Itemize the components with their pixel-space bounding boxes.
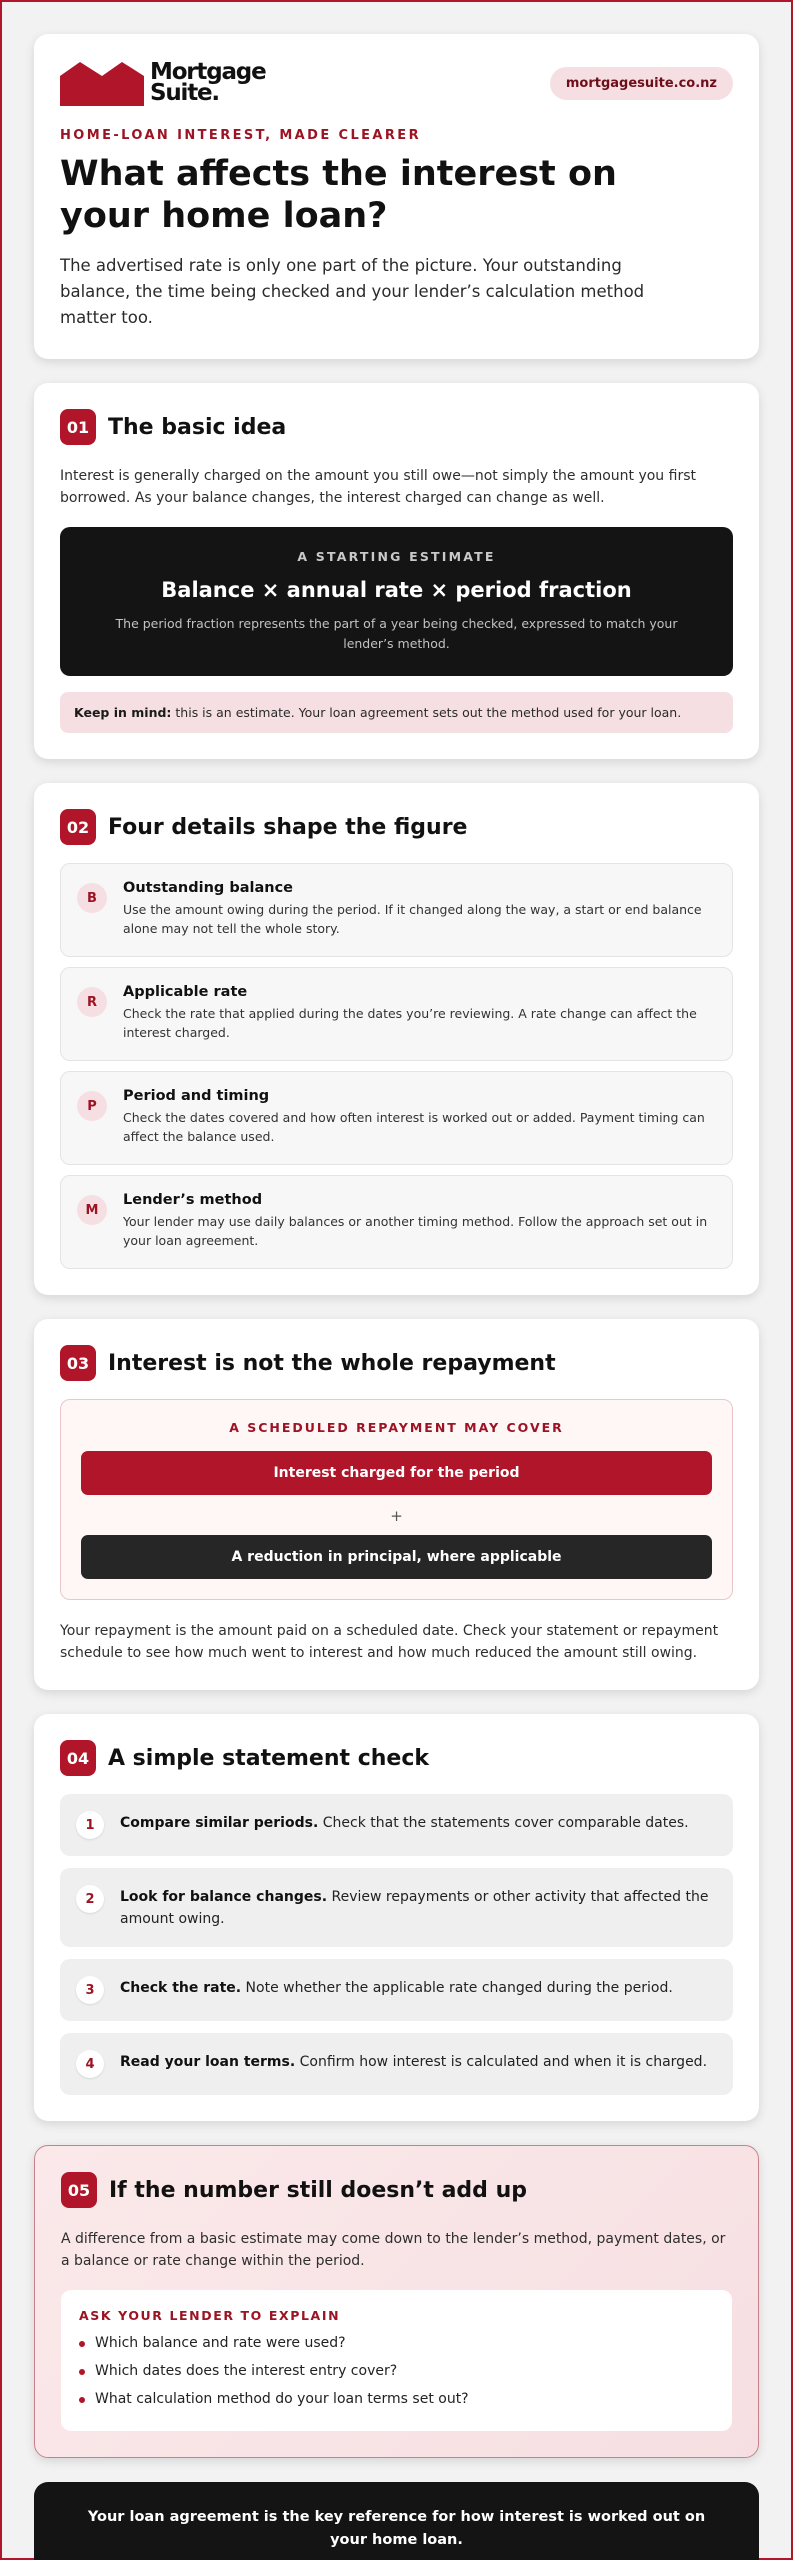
section-body: Interest is generally charged on the amount you still owe—not simply the amount you first borrowed. As your balance changes, the interest charged can change as well. [60, 468, 696, 506]
page-lede: The advertised rate is only one part of the picture. Your outstanding balance, the time being checked and your lender’s calculation method matter too. [60, 256, 645, 327]
header-card [34, 34, 759, 359]
section-number: 01 [60, 409, 96, 445]
ask-eyebrow: ASK YOUR LENDER TO EXPLAIN [79, 2308, 341, 2323]
detail-body [123, 1192, 716, 1250]
formula-box [60, 527, 733, 676]
detail-title: Outstanding balance [123, 880, 294, 896]
site-pill[interactable]: mortgagesuite.co.nz [550, 67, 733, 100]
section-head [60, 409, 733, 445]
step-text [120, 1886, 717, 1930]
section-basic-idea [34, 383, 759, 759]
plus-sign: + [390, 1507, 403, 1525]
step-number: 2 [76, 1885, 104, 1913]
house-roofs-icon [60, 60, 144, 106]
logo-line2: Suite. [150, 80, 219, 106]
question-item [79, 2335, 714, 2351]
logo-text [150, 59, 266, 106]
header-top [60, 60, 733, 106]
detail-body [123, 880, 716, 938]
question-item [79, 2363, 714, 2379]
section-number: 02 [60, 809, 96, 845]
section-body: A difference from a basic estimate may come down to the lender’s method, payment dates, or a balance or rate change within the period. [61, 2231, 726, 2269]
section-title: If the number still doesn’t add up [109, 2177, 527, 2203]
formula-eyebrow: A STARTING ESTIMATE [297, 549, 496, 564]
section-head [60, 1740, 733, 1776]
question-text: Which balance and rate were used? [95, 2335, 346, 2351]
detail-body [123, 984, 716, 1042]
step-item [60, 1868, 733, 1947]
section-four-details [34, 783, 759, 1295]
header-eyebrow: HOME-LOAN INTEREST, MADE CLEARER [60, 128, 421, 143]
question-item [79, 2391, 714, 2407]
step-bold: Check the rate. [120, 1980, 242, 1996]
page-title: What affects the interest on your home loan? [60, 154, 617, 236]
section-head [61, 2172, 732, 2208]
logo-line1: Mortgage [150, 59, 266, 85]
step-number: 1 [76, 1811, 104, 1839]
detail-title: Lender’s method [123, 1192, 263, 1208]
detail-letter: R [77, 987, 107, 1017]
section-number: 03 [60, 1345, 96, 1381]
section-repayment [34, 1319, 759, 1690]
question-text: Which dates does the interest entry cover? [95, 2363, 398, 2379]
detail-item [60, 1175, 733, 1269]
interest-bar: Interest charged for the period [81, 1451, 712, 1495]
section-title: Four details shape the figure [108, 814, 468, 840]
footer-banner: Your loan agreement is the key reference for how interest is worked out on your home loan. [34, 2482, 759, 2560]
section-doesnt-add-up [34, 2145, 759, 2458]
detail-item [60, 1071, 733, 1165]
note-label: Keep in mind: [74, 705, 172, 720]
section-number: 05 [61, 2172, 97, 2208]
detail-letter: M [77, 1195, 107, 1225]
detail-title: Period and timing [123, 1088, 270, 1104]
logo[interactable] [60, 60, 265, 106]
formula-equation: Balance × annual rate × period fraction [161, 578, 632, 602]
step-bold: Read your loan terms. [120, 2054, 296, 2070]
step-item [60, 2033, 733, 2095]
detail-text: Check the dates covered and how often interest is worked out or added. Payment timing can affect the balance used. [123, 1110, 705, 1144]
step-item [60, 1959, 733, 2021]
step-text [120, 2051, 707, 2073]
detail-letter: P [77, 1091, 107, 1121]
detail-body [123, 1088, 716, 1146]
step-rest: Note whether the applicable rate changed during the period. [241, 1980, 673, 1996]
detail-item [60, 863, 733, 957]
detail-title: Applicable rate [123, 984, 248, 1000]
section-head [60, 1345, 733, 1381]
keep-in-mind-note [60, 692, 733, 733]
step-bold: Look for balance changes. [120, 1889, 328, 1905]
formula-note: The period fraction represents the part of a year being checked, expressed to match your lender’s method. [115, 616, 678, 651]
question-list [79, 2335, 714, 2407]
detail-text: Check the rate that applied during the dates you’re reviewing. A rate change can affect the interest charged. [123, 1006, 697, 1040]
section-title: Interest is not the whole repayment [108, 1350, 556, 1376]
repayment-box [60, 1399, 733, 1600]
section-number: 04 [60, 1740, 96, 1776]
step-number: 3 [76, 1976, 104, 2004]
detail-text: Use the amount owing during the period. If it changed along the way, a start or end balance alone may not tell the whole story. [123, 902, 702, 936]
detail-item [60, 967, 733, 1061]
step-text [120, 1977, 673, 1999]
bullet-dot-icon [79, 2369, 85, 2375]
bullet-dot-icon [79, 2341, 85, 2347]
section-title: A simple statement check [108, 1745, 429, 1771]
step-rest: Check that the statements cover comparable dates. [318, 1815, 689, 1831]
section-title: The basic idea [108, 414, 287, 440]
repayment-eyebrow: A SCHEDULED REPAYMENT MAY COVER [229, 1420, 564, 1435]
step-rest: Confirm how interest is calculated and when it is charged. [295, 2054, 708, 2070]
ask-lender-box [61, 2290, 732, 2431]
detail-letter: B [77, 883, 107, 913]
note-text: this is an estimate. Your loan agreement sets out the method used for your loan. [171, 705, 682, 720]
step-item [60, 1794, 733, 1856]
step-text [120, 1812, 689, 1834]
step-number: 4 [76, 2050, 104, 2078]
section-head [60, 809, 733, 845]
question-text: What calculation method do your loan terms set out? [95, 2391, 469, 2407]
section-body: Your repayment is the amount paid on a scheduled date. Check your statement or repayment schedule to see how much went to interest and how much reduced the amount still owing. [60, 1623, 719, 1661]
detail-text: Your lender may use daily balances or another timing method. Follow the approach set out in your loan agreement. [123, 1214, 708, 1248]
bullet-dot-icon [79, 2397, 85, 2403]
section-statement-check [34, 1714, 759, 2121]
step-bold: Compare similar periods. [120, 1815, 319, 1831]
principal-bar: A reduction in principal, where applicable [81, 1535, 712, 1579]
step-rest: Review repayments or other activity that affected the amount owing. [120, 1889, 709, 1927]
